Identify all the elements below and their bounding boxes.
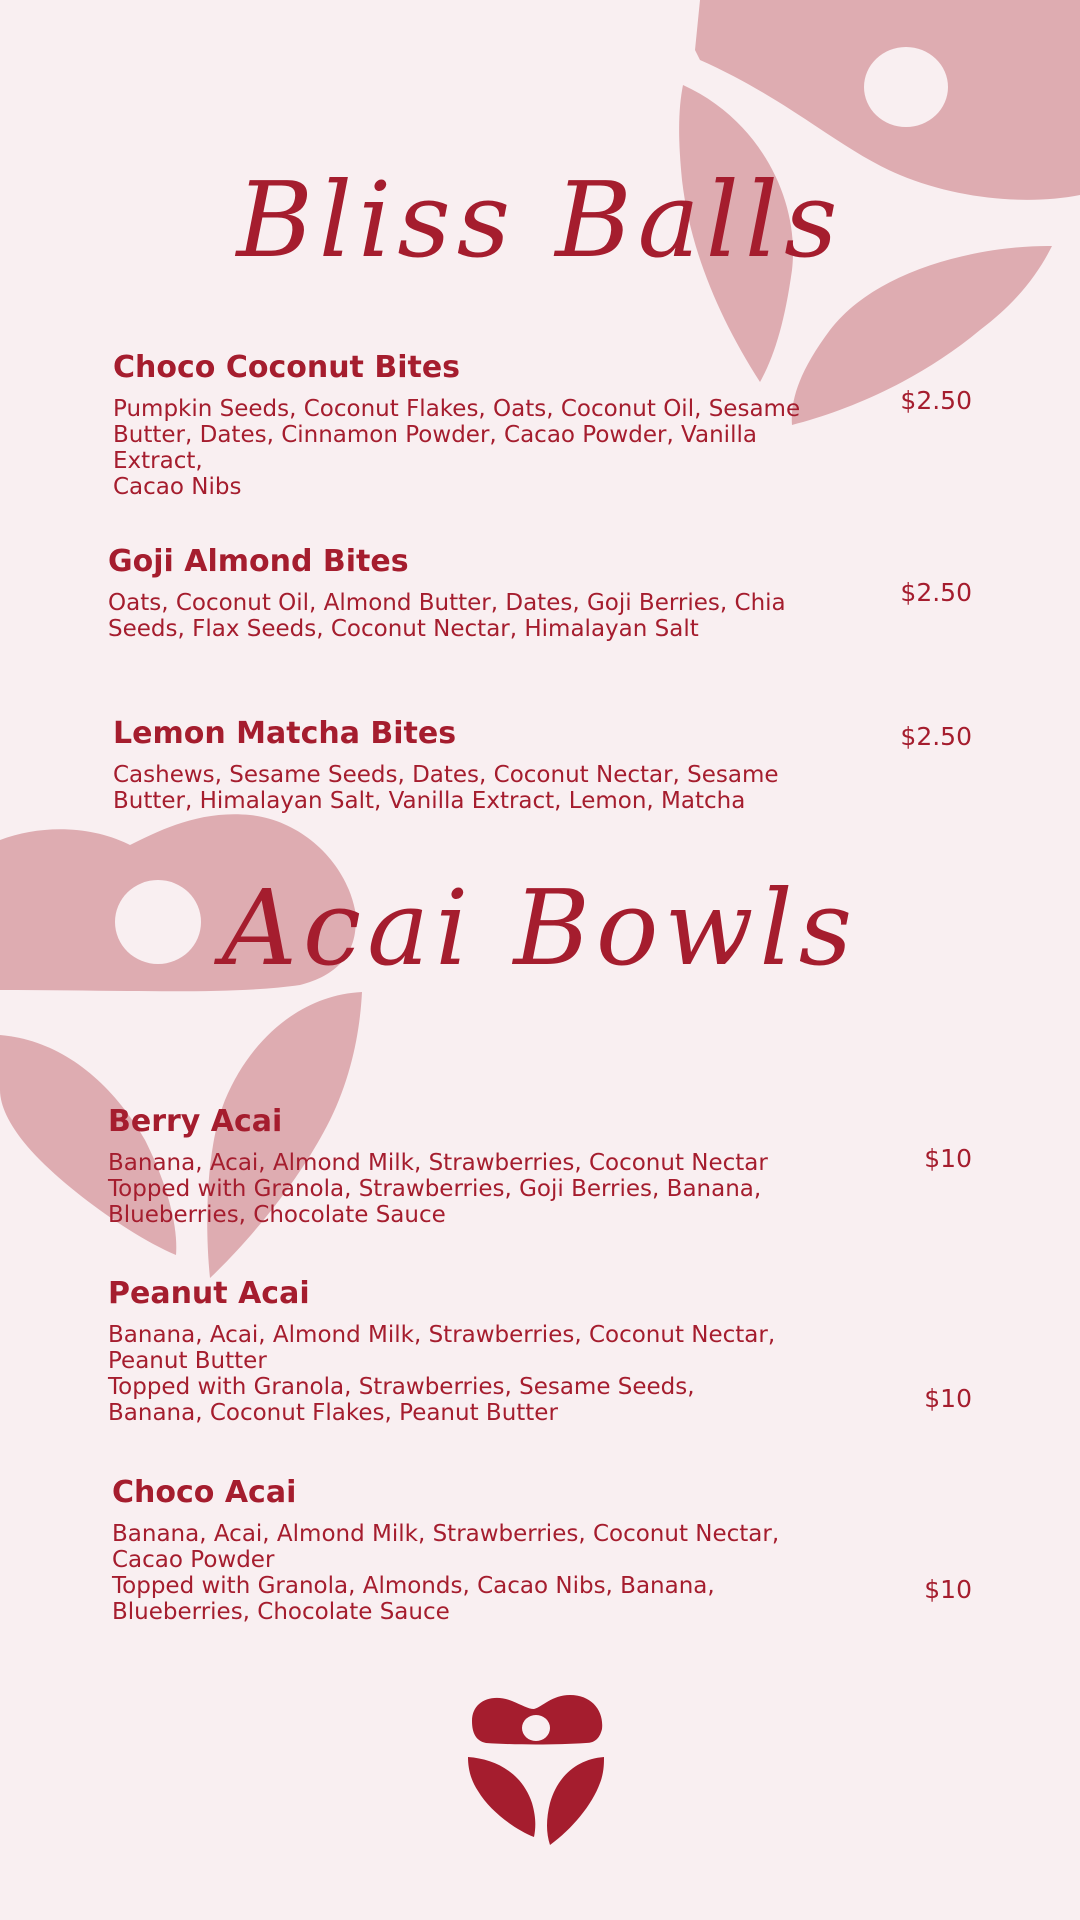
item-name: Lemon Matcha Bites xyxy=(113,716,457,751)
item-description: Banana, Acai, Almond Milk, Strawberries, Coconut Nectar, Peanut Butter Topped with Granola, Strawberries, Sesame Seeds, Banana, Coconut Flakes, Peanut Butter xyxy=(108,1322,776,1426)
item-description: Banana, Acai, Almond Milk, Strawberries, Coconut Nectar Topped with Granola, Strawberries, Goji Berries, Banana, Blueberries, Chocolate Sauce xyxy=(108,1150,768,1228)
item-description: Cashews, Sesame Seeds, Dates, Coconut Nectar, Sesame Butter, Himalayan Salt, Vanilla Extract, Lemon, Matcha xyxy=(113,762,779,814)
menu-item xyxy=(108,1104,828,1228)
item-price: $10 xyxy=(924,1144,972,1173)
item-description: Banana, Acai, Almond Milk, Strawberries, Coconut Nectar, Cacao Powder Topped with Granola, Almonds, Cacao Nibs, Banana, Blueberries, Chocolate Sauce xyxy=(112,1521,780,1625)
item-name: Goji Almond Bites xyxy=(108,544,409,579)
menu-item xyxy=(112,1475,832,1625)
item-price: $2.50 xyxy=(900,722,972,751)
item-description: Pumpkin Seeds, Coconut Flakes, Oats, Coconut Oil, Sesame Butter, Dates, Cinnamon Powder, Cacao Powder, Vanilla Extract, Cacao Nibs xyxy=(113,396,801,500)
item-price: $10 xyxy=(924,1575,972,1604)
section-title-acai-bowls: Acai Bowls xyxy=(221,867,859,989)
item-price: $2.50 xyxy=(900,386,972,415)
menu-item xyxy=(113,716,833,814)
item-price: $2.50 xyxy=(900,578,972,607)
menu-item xyxy=(108,1276,828,1426)
item-name: Berry Acai xyxy=(108,1104,283,1139)
item-name: Choco Coconut Bites xyxy=(113,350,461,385)
item-name: Peanut Acai xyxy=(108,1276,310,1311)
menu-item xyxy=(113,350,833,500)
heart-logo-icon xyxy=(466,1693,606,1853)
item-description: Oats, Coconut Oil, Almond Butter, Dates, Goji Berries, Chia Seeds, Flax Seeds, Coconut Nectar, Himalayan Salt xyxy=(108,590,786,642)
menu-item xyxy=(108,544,828,642)
item-price: $10 xyxy=(924,1384,972,1413)
section-title-bliss-balls: Bliss Balls xyxy=(236,159,844,281)
item-name: Choco Acai xyxy=(112,1475,297,1510)
